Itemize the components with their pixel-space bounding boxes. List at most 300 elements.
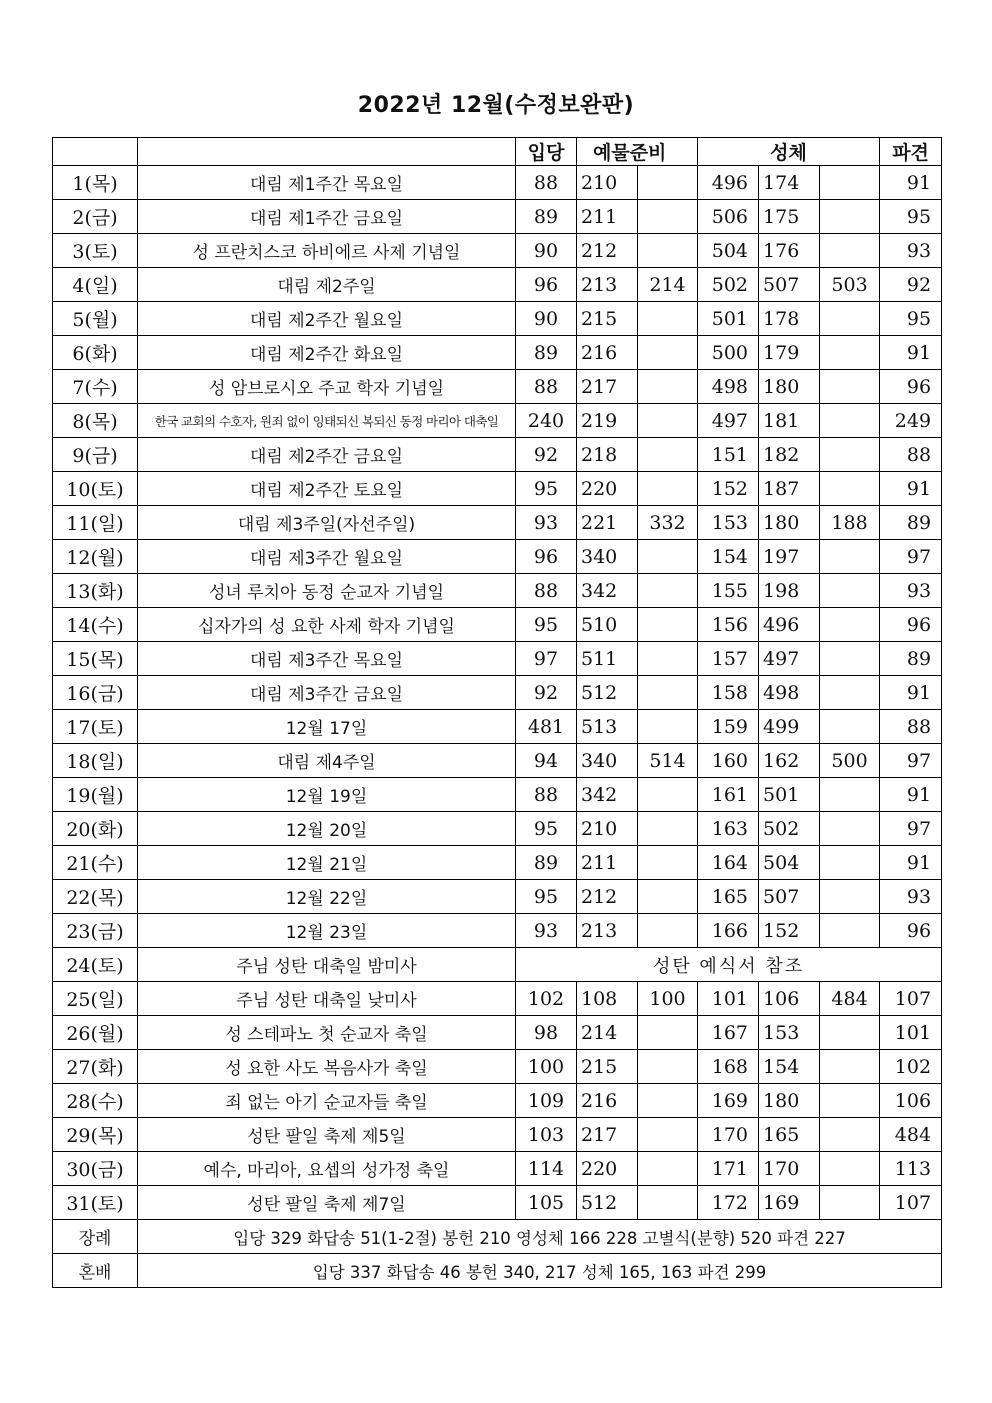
- row-offering-2: [638, 1186, 698, 1220]
- row-offering-2: [638, 812, 698, 846]
- row-date: 6(화): [53, 336, 138, 370]
- row-offering-1: 221: [577, 506, 638, 540]
- row-title: 대림 제2주간 금요일: [138, 438, 516, 472]
- row-communion-3: [820, 1152, 880, 1186]
- table-row: [53, 1152, 942, 1186]
- table-row: [53, 336, 942, 370]
- table-row: [53, 744, 942, 778]
- row-entrance: 102: [516, 982, 577, 1016]
- row-communion-1: 154: [698, 540, 759, 574]
- row-offering-1: 219: [577, 404, 638, 438]
- row-communion-2: 176: [759, 234, 820, 268]
- row-entrance: 103: [516, 1118, 577, 1152]
- row-dismissal: 93: [880, 234, 942, 268]
- table-row: [53, 234, 942, 268]
- row-communion-2: 498: [759, 676, 820, 710]
- row-communion-3: 500: [820, 744, 880, 778]
- row-communion-3: [820, 1016, 880, 1050]
- row-dismissal: 93: [880, 574, 942, 608]
- row-offering-2: [638, 166, 698, 200]
- row-communion-3: [820, 642, 880, 676]
- row-offering-1: 210: [577, 812, 638, 846]
- table-body: [53, 166, 942, 1288]
- row-offering-1: 212: [577, 234, 638, 268]
- row-communion-2: 180: [759, 506, 820, 540]
- footer-row: [53, 1220, 942, 1254]
- row-offering-1: 216: [577, 336, 638, 370]
- row-offering-1: 220: [577, 472, 638, 506]
- row-offering-2: [638, 1084, 698, 1118]
- row-title: 12월 22일: [138, 880, 516, 914]
- table-row: [53, 166, 942, 200]
- row-offering-2: [638, 1152, 698, 1186]
- row-dismissal: 101: [880, 1016, 942, 1050]
- row-communion-1: 171: [698, 1152, 759, 1186]
- row-offering-1: 108: [577, 982, 638, 1016]
- row-date: 26(월): [53, 1016, 138, 1050]
- row-date: 14(수): [53, 608, 138, 642]
- header-communion: 성체: [698, 138, 880, 166]
- row-communion-3: [820, 370, 880, 404]
- row-entrance: 100: [516, 1050, 577, 1084]
- row-title: 대림 제2주간 토요일: [138, 472, 516, 506]
- row-communion-1: 164: [698, 846, 759, 880]
- row-title: 12월 20일: [138, 812, 516, 846]
- row-communion-2: 507: [759, 880, 820, 914]
- row-offering-1: 342: [577, 574, 638, 608]
- row-offering-1: 215: [577, 1050, 638, 1084]
- row-entrance: 95: [516, 812, 577, 846]
- row-entrance: 105: [516, 1186, 577, 1220]
- row-title: 대림 제3주일(자선주일): [138, 506, 516, 540]
- row-offering-2: [638, 370, 698, 404]
- row-communion-2: 152: [759, 914, 820, 948]
- row-date: 10(토): [53, 472, 138, 506]
- row-title: 주님 성탄 대축일 낮미사: [138, 982, 516, 1016]
- row-title: 대림 제1주간 금요일: [138, 200, 516, 234]
- row-communion-3: [820, 846, 880, 880]
- row-offering-1: 213: [577, 914, 638, 948]
- row-date: 27(화): [53, 1050, 138, 1084]
- footer-text: 입당 337 화답송 46 봉헌 340, 217 성체 165, 163 파견 299: [138, 1254, 942, 1288]
- row-offering-1: 214: [577, 1016, 638, 1050]
- row-date: 25(일): [53, 982, 138, 1016]
- header-offering: 예물준비: [577, 138, 698, 166]
- row-communion-1: 170: [698, 1118, 759, 1152]
- table-row: [53, 608, 942, 642]
- table-row: [53, 404, 942, 438]
- row-title: 12월 21일: [138, 846, 516, 880]
- row-entrance: 98: [516, 1016, 577, 1050]
- row-dismissal: 95: [880, 302, 942, 336]
- table-row: [53, 1118, 942, 1152]
- row-communion-3: [820, 200, 880, 234]
- row-offering-1: 512: [577, 676, 638, 710]
- row-offering-2: [638, 642, 698, 676]
- row-title: 주님 성탄 대축일 밤미사: [138, 948, 516, 982]
- row-communion-1: 153: [698, 506, 759, 540]
- row-communion-2: 162: [759, 744, 820, 778]
- table-row: [53, 1084, 942, 1118]
- table-row: [53, 948, 942, 982]
- row-communion-3: [820, 1084, 880, 1118]
- row-offering-1: 211: [577, 846, 638, 880]
- row-offering-1: 342: [577, 778, 638, 812]
- footer-label: 장례: [53, 1220, 138, 1254]
- row-communion-1: 506: [698, 200, 759, 234]
- footer-row: [53, 1254, 942, 1288]
- row-title: 대림 제4주일: [138, 744, 516, 778]
- row-communion-3: [820, 404, 880, 438]
- page-title: 2022년 12월(수정보완판): [357, 93, 635, 118]
- row-entrance: 92: [516, 676, 577, 710]
- row-entrance: 90: [516, 302, 577, 336]
- header-title: [138, 138, 516, 166]
- row-communion-3: [820, 710, 880, 744]
- row-dismissal: 107: [880, 982, 942, 1016]
- table-row: [53, 676, 942, 710]
- row-dismissal: 91: [880, 676, 942, 710]
- row-offering-1: 216: [577, 1084, 638, 1118]
- table-row: [53, 574, 942, 608]
- row-date: 7(수): [53, 370, 138, 404]
- row-dismissal: 249: [880, 404, 942, 438]
- row-dismissal: 97: [880, 812, 942, 846]
- row-entrance: 94: [516, 744, 577, 778]
- row-offering-2: 332: [638, 506, 698, 540]
- row-communion-3: [820, 812, 880, 846]
- row-title: 성탄 팔일 축제 제5일: [138, 1118, 516, 1152]
- row-title: 성녀 루치아 동정 순교자 기념일: [138, 574, 516, 608]
- row-entrance: 92: [516, 438, 577, 472]
- row-date: 31(토): [53, 1186, 138, 1220]
- row-offering-2: 514: [638, 744, 698, 778]
- row-dismissal: 92: [880, 268, 942, 302]
- row-offering-2: [638, 540, 698, 574]
- row-date: 1(목): [53, 166, 138, 200]
- row-title: 성 암브로시오 주교 학자 기념일: [138, 370, 516, 404]
- row-entrance: 114: [516, 1152, 577, 1186]
- row-communion-1: 163: [698, 812, 759, 846]
- row-offering-1: 512: [577, 1186, 638, 1220]
- row-communion-2: 180: [759, 1084, 820, 1118]
- row-communion-3: [820, 336, 880, 370]
- row-title: 대림 제3주간 목요일: [138, 642, 516, 676]
- row-offering-1: 215: [577, 302, 638, 336]
- row-communion-1: 497: [698, 404, 759, 438]
- table-row: [53, 1050, 942, 1084]
- row-communion-2: 497: [759, 642, 820, 676]
- row-title: 성탄 팔일 축제 제7일: [138, 1186, 516, 1220]
- row-date: 8(목): [53, 404, 138, 438]
- row-communion-2: 198: [759, 574, 820, 608]
- row-entrance: 481: [516, 710, 577, 744]
- row-entrance: 96: [516, 540, 577, 574]
- footer-text: 입당 329 화답송 51(1-2절) 봉헌 210 영성체 166 228 고별식(분향) 520 파견 227: [138, 1220, 942, 1254]
- row-dismissal: 96: [880, 370, 942, 404]
- table-header-row: [53, 138, 942, 166]
- row-communion-3: [820, 914, 880, 948]
- row-entrance: 95: [516, 472, 577, 506]
- row-communion-2: 187: [759, 472, 820, 506]
- row-communion-2: 170: [759, 1152, 820, 1186]
- row-communion-2: 507: [759, 268, 820, 302]
- row-offering-1: 211: [577, 200, 638, 234]
- row-entrance: 93: [516, 506, 577, 540]
- table-row: [53, 472, 942, 506]
- row-communion-1: 152: [698, 472, 759, 506]
- table-row: [53, 370, 942, 404]
- row-date: 28(수): [53, 1084, 138, 1118]
- row-entrance: 88: [516, 370, 577, 404]
- row-communion-2: 179: [759, 336, 820, 370]
- row-entrance: 88: [516, 574, 577, 608]
- row-communion-2: 504: [759, 846, 820, 880]
- row-communion-2: 499: [759, 710, 820, 744]
- row-offering-1: 511: [577, 642, 638, 676]
- row-offering-1: 213: [577, 268, 638, 302]
- row-title: 성 스테파노 첫 순교자 축일: [138, 1016, 516, 1050]
- row-date: 13(화): [53, 574, 138, 608]
- table-row: [53, 1016, 942, 1050]
- header-entrance: 입당: [516, 138, 577, 166]
- row-communion-3: [820, 234, 880, 268]
- table-row: [53, 982, 942, 1016]
- table-row: [53, 880, 942, 914]
- row-offering-2: [638, 676, 698, 710]
- row-communion-3: [820, 1050, 880, 1084]
- row-offering-2: [638, 846, 698, 880]
- row-communion-2: 154: [759, 1050, 820, 1084]
- row-date: 19(월): [53, 778, 138, 812]
- row-offering-2: [638, 200, 698, 234]
- row-dismissal: 107: [880, 1186, 942, 1220]
- row-communion-1: 160: [698, 744, 759, 778]
- row-dismissal: 106: [880, 1084, 942, 1118]
- row-date: 23(금): [53, 914, 138, 948]
- row-communion-2: 178: [759, 302, 820, 336]
- row-date: 29(목): [53, 1118, 138, 1152]
- hymn-schedule-table: [52, 137, 942, 1288]
- row-date: 16(금): [53, 676, 138, 710]
- row-offering-2: [638, 1050, 698, 1084]
- row-communion-1: 167: [698, 1016, 759, 1050]
- row-date: 24(토): [53, 948, 138, 982]
- row-offering-1: 217: [577, 370, 638, 404]
- row-title: 12월 23일: [138, 914, 516, 948]
- row-date: 12(월): [53, 540, 138, 574]
- row-communion-2: 169: [759, 1186, 820, 1220]
- row-entrance: 95: [516, 608, 577, 642]
- table-row: [53, 540, 942, 574]
- row-entrance: 88: [516, 778, 577, 812]
- table-row: [53, 914, 942, 948]
- row-entrance: 95: [516, 880, 577, 914]
- row-communion-2: 106: [759, 982, 820, 1016]
- row-dismissal: 88: [880, 710, 942, 744]
- row-offering-2: [638, 608, 698, 642]
- row-communion-1: 155: [698, 574, 759, 608]
- row-offering-1: 510: [577, 608, 638, 642]
- row-entrance: 89: [516, 846, 577, 880]
- row-communion-1: 502: [698, 268, 759, 302]
- row-communion-1: 504: [698, 234, 759, 268]
- row-communion-2: 175: [759, 200, 820, 234]
- row-dismissal: 89: [880, 642, 942, 676]
- row-title: 12월 19일: [138, 778, 516, 812]
- row-communion-2: 181: [759, 404, 820, 438]
- row-offering-1: 217: [577, 1118, 638, 1152]
- row-dismissal: 93: [880, 880, 942, 914]
- row-entrance: 97: [516, 642, 577, 676]
- row-communion-1: 168: [698, 1050, 759, 1084]
- row-offering-2: [638, 1118, 698, 1152]
- row-entrance: 89: [516, 200, 577, 234]
- row-date: 9(금): [53, 438, 138, 472]
- row-dismissal: 113: [880, 1152, 942, 1186]
- row-offering-1: 513: [577, 710, 638, 744]
- row-offering-2: [638, 472, 698, 506]
- table-row: [53, 200, 942, 234]
- row-title: 대림 제3주간 월요일: [138, 540, 516, 574]
- row-entrance: 240: [516, 404, 577, 438]
- row-dismissal: 96: [880, 608, 942, 642]
- row-communion-3: [820, 676, 880, 710]
- row-communion-3: [820, 1186, 880, 1220]
- row-communion-1: 496: [698, 166, 759, 200]
- row-communion-2: 165: [759, 1118, 820, 1152]
- row-communion-1: 159: [698, 710, 759, 744]
- row-dismissal: 91: [880, 166, 942, 200]
- row-communion-1: 156: [698, 608, 759, 642]
- row-dismissal: 95: [880, 200, 942, 234]
- row-communion-1: 169: [698, 1084, 759, 1118]
- row-offering-2: [638, 778, 698, 812]
- row-offering-2: [638, 914, 698, 948]
- row-offering-2: 100: [638, 982, 698, 1016]
- row-communion-3: 484: [820, 982, 880, 1016]
- table-row: [53, 778, 942, 812]
- row-communion-2: 501: [759, 778, 820, 812]
- row-date: 3(토): [53, 234, 138, 268]
- row-dismissal: 97: [880, 744, 942, 778]
- row-title: 십자가의 성 요한 사제 학자 기념일: [138, 608, 516, 642]
- row-communion-3: [820, 472, 880, 506]
- row-entrance: 96: [516, 268, 577, 302]
- row-title: 대림 제2주간 화요일: [138, 336, 516, 370]
- row-communion-2: 502: [759, 812, 820, 846]
- row-communion-2: 182: [759, 438, 820, 472]
- row-date: 30(금): [53, 1152, 138, 1186]
- row-title: 대림 제1주간 목요일: [138, 166, 516, 200]
- row-communion-1: 151: [698, 438, 759, 472]
- row-dismissal: 88: [880, 438, 942, 472]
- row-date: 21(수): [53, 846, 138, 880]
- table-row: [53, 506, 942, 540]
- row-communion-3: [820, 438, 880, 472]
- row-entrance: 93: [516, 914, 577, 948]
- header-dismissal: 파견: [880, 138, 942, 166]
- table-row: [53, 642, 942, 676]
- table-row: [53, 1186, 942, 1220]
- table-row: [53, 846, 942, 880]
- row-offering-2: [638, 302, 698, 336]
- row-offering-2: [638, 710, 698, 744]
- row-offering-2: [638, 404, 698, 438]
- row-entrance: 89: [516, 336, 577, 370]
- row-dismissal: 91: [880, 846, 942, 880]
- table-row: [53, 812, 942, 846]
- row-date: 18(일): [53, 744, 138, 778]
- row-title: 성 요한 사도 복음사가 축일: [138, 1050, 516, 1084]
- row-communion-3: [820, 1118, 880, 1152]
- row-title: 예수, 마리아, 요셉의 성가정 축일: [138, 1152, 516, 1186]
- row-offering-1: 210: [577, 166, 638, 200]
- row-title: 대림 제3주간 금요일: [138, 676, 516, 710]
- row-dismissal: 91: [880, 472, 942, 506]
- row-entrance: 90: [516, 234, 577, 268]
- row-offering-2: [638, 234, 698, 268]
- table-row: [53, 268, 942, 302]
- table-row: [53, 710, 942, 744]
- footer-label: 혼배: [53, 1254, 138, 1288]
- row-dismissal: 97: [880, 540, 942, 574]
- row-title: 죄 없는 아기 순교자들 축일: [138, 1084, 516, 1118]
- row-communion-1: 101: [698, 982, 759, 1016]
- row-communion-2: 197: [759, 540, 820, 574]
- row-date: 11(일): [53, 506, 138, 540]
- row-dismissal: 89: [880, 506, 942, 540]
- row-communion-2: 180: [759, 370, 820, 404]
- row-offering-1: 212: [577, 880, 638, 914]
- row-offering-2: [638, 574, 698, 608]
- row-communion-1: 161: [698, 778, 759, 812]
- row-entrance: 109: [516, 1084, 577, 1118]
- row-title: 성 프란치스코 하비에르 사제 기념일: [138, 234, 516, 268]
- row-date: 5(월): [53, 302, 138, 336]
- row-dismissal: 91: [880, 778, 942, 812]
- header-date: [53, 138, 138, 166]
- row-communion-1: 165: [698, 880, 759, 914]
- row-communion-1: 500: [698, 336, 759, 370]
- row-communion-3: [820, 574, 880, 608]
- row-title: 12월 17일: [138, 710, 516, 744]
- row-communion-1: 166: [698, 914, 759, 948]
- row-communion-2: 153: [759, 1016, 820, 1050]
- row-dismissal: 484: [880, 1118, 942, 1152]
- row-communion-3: 188: [820, 506, 880, 540]
- row-communion-1: 498: [698, 370, 759, 404]
- row-date: 2(금): [53, 200, 138, 234]
- table-row: [53, 302, 942, 336]
- row-offering-2: 214: [638, 268, 698, 302]
- row-offering-1: 340: [577, 744, 638, 778]
- row-offering-2: [638, 880, 698, 914]
- row-title: 한국 교회의 수호자, 원죄 없이 잉태되신 복되신 동정 마리아 대축일: [138, 404, 516, 438]
- row-communion-1: 172: [698, 1186, 759, 1220]
- row-communion-1: 157: [698, 642, 759, 676]
- row-dismissal: 96: [880, 914, 942, 948]
- row-communion-3: [820, 778, 880, 812]
- row-offering-1: 220: [577, 1152, 638, 1186]
- row-date: 22(목): [53, 880, 138, 914]
- row-offering-2: [638, 1016, 698, 1050]
- row-offering-2: [638, 336, 698, 370]
- row-communion-1: 501: [698, 302, 759, 336]
- row-communion-3: [820, 880, 880, 914]
- row-title: 대림 제2주일: [138, 268, 516, 302]
- row-date: 20(화): [53, 812, 138, 846]
